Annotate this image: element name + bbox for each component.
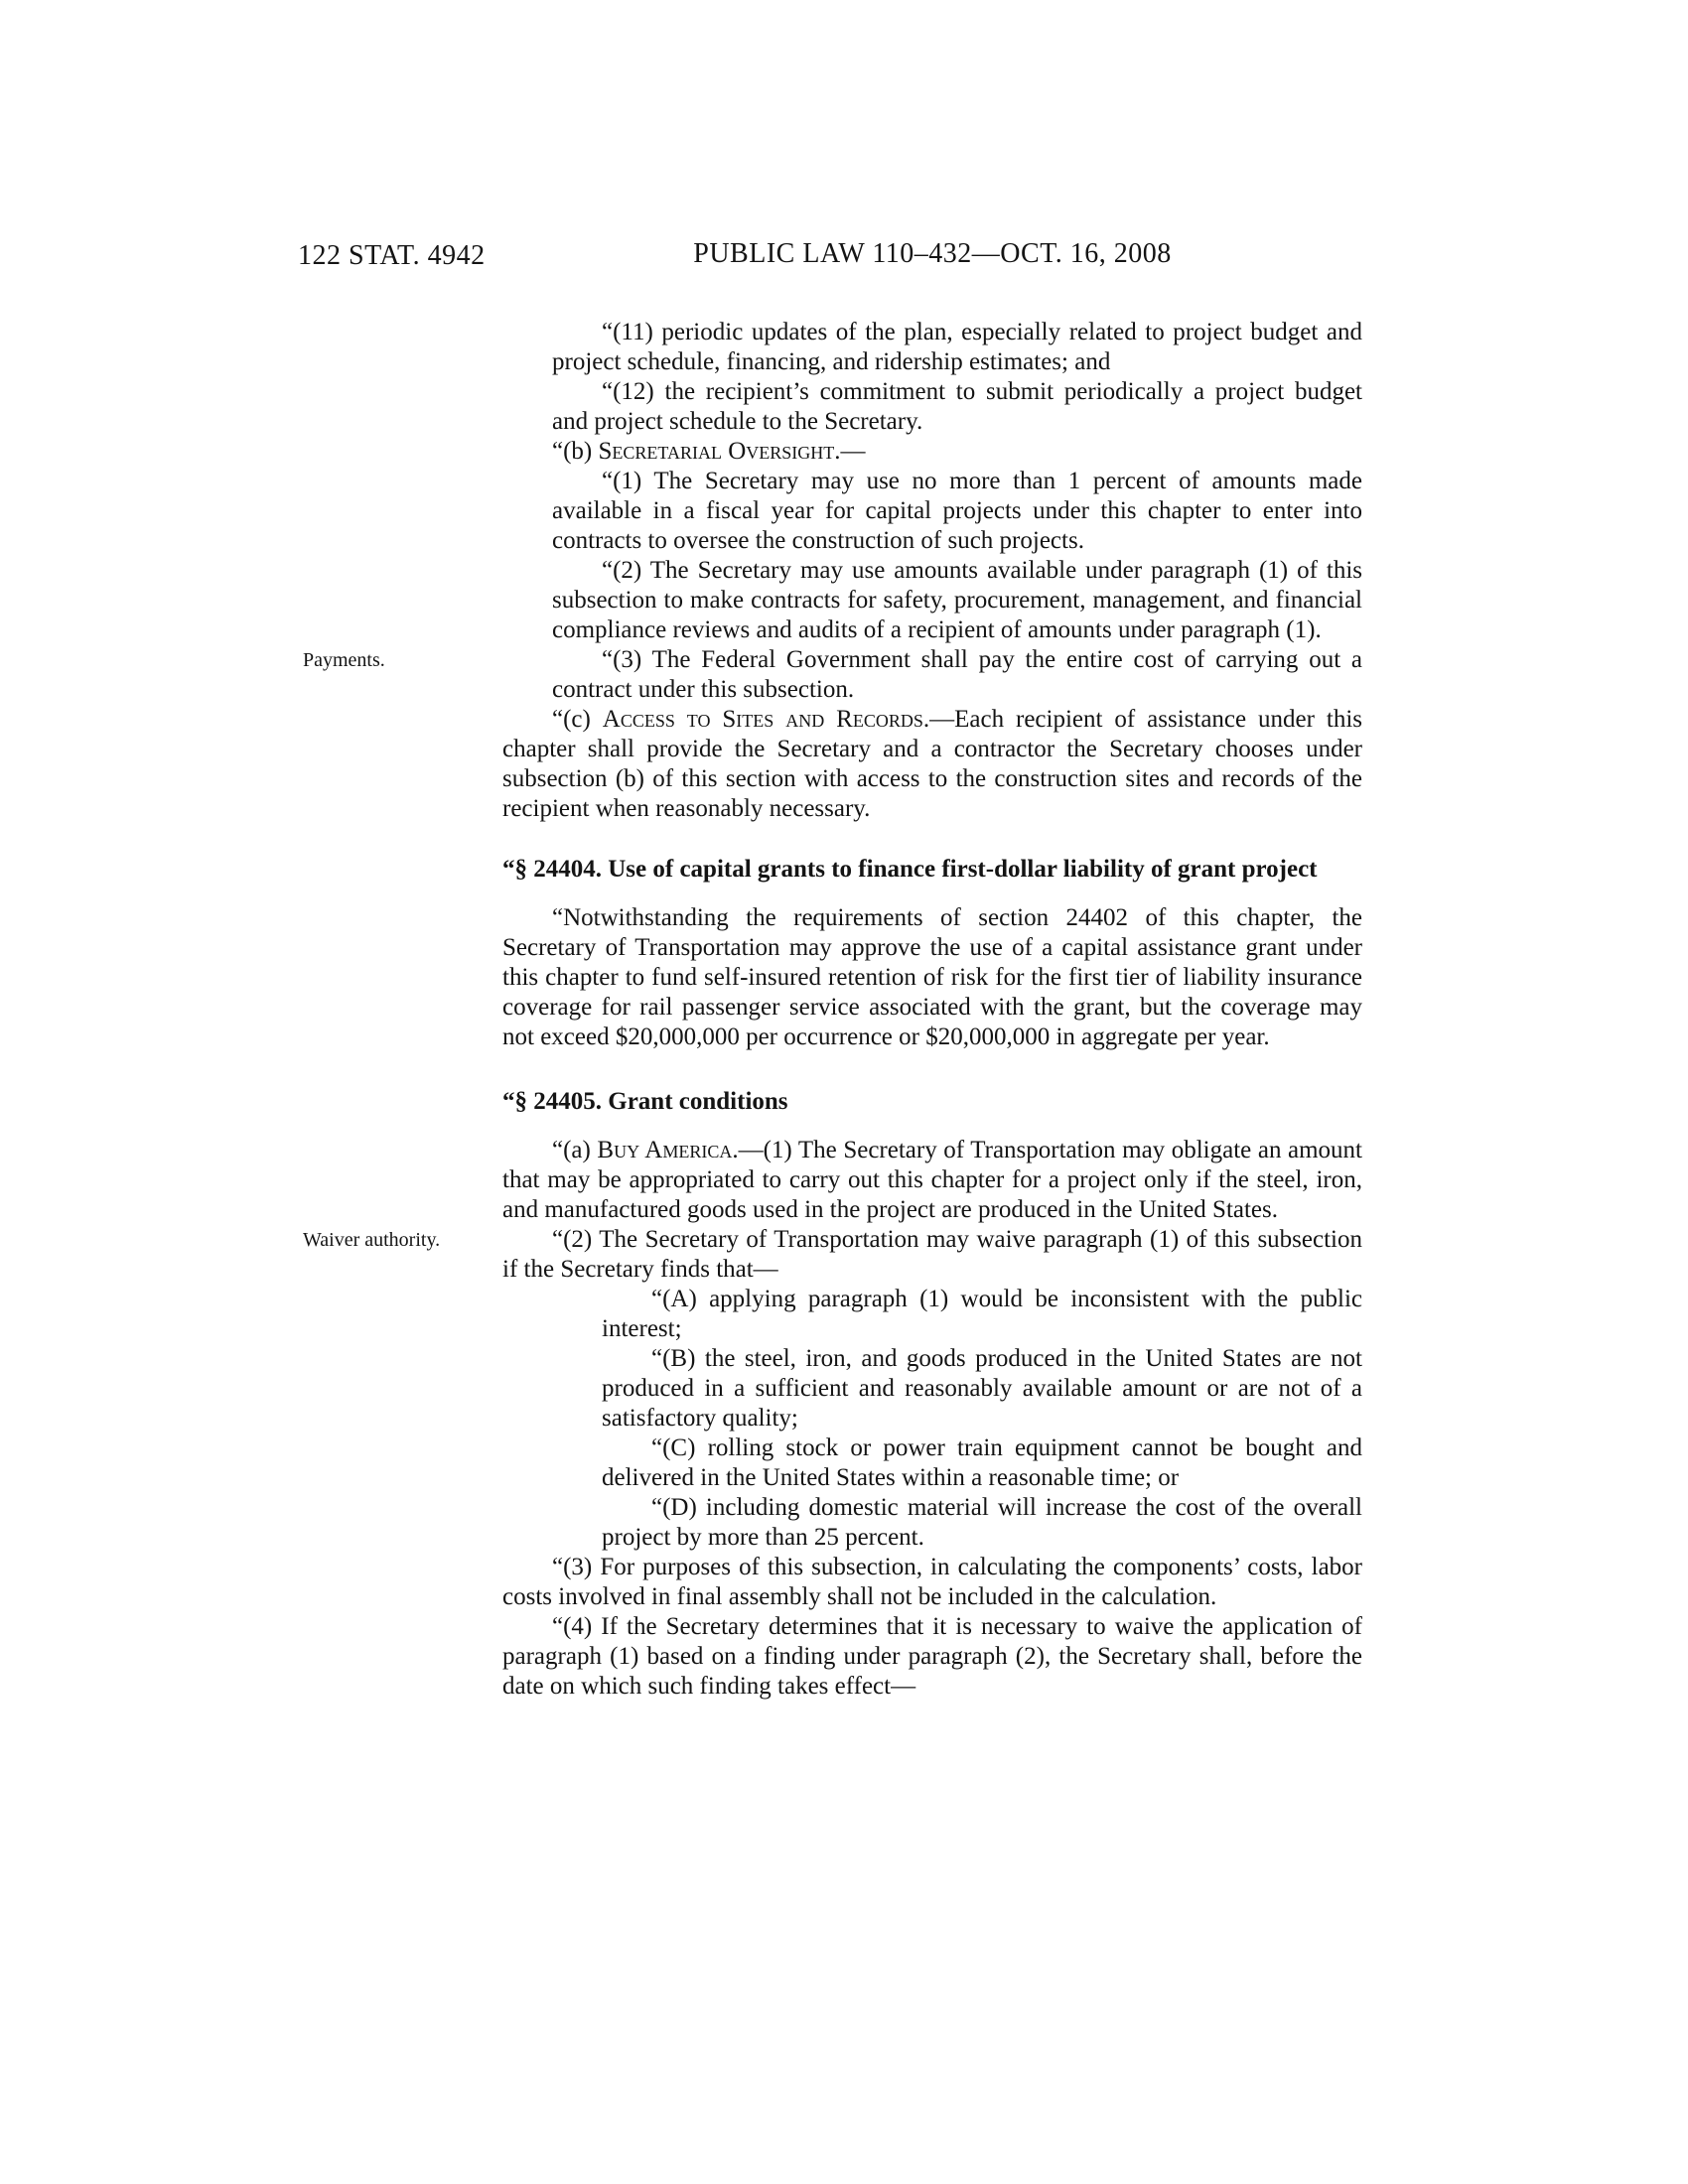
- law-title-header: PUBLIC LAW 110–432—OCT. 16, 2008: [693, 238, 1172, 269]
- section-24404-heading: [502, 854, 1362, 886]
- clause-b-3: [303, 645, 1362, 705]
- subsection-b-lead: [502, 437, 1362, 467]
- clause-a-3: [502, 1553, 1362, 1612]
- text-run: .—: [834, 438, 866, 465]
- clause-a-4: [502, 1612, 1362, 1702]
- text-run: “(4) If the Secretary determines that it is necessary to waive the application of paragraph (1) based on a finding under paragraph (2), the Secretary shall, before the date on which such finding takes effect—: [502, 1613, 1362, 1700]
- heading-text: “§ 24405. Grant conditions: [502, 1088, 788, 1115]
- clause-a-2: [303, 1225, 1362, 1285]
- text-run: “(a): [552, 1137, 598, 1163]
- subsection-c: [502, 705, 1362, 824]
- text-run: “(B) the steel, iron, and goods produced in the United States are not produced in a sufficient and reasonably available amount or are not of a satisfactory quality;: [602, 1345, 1362, 1432]
- text-run: “(12) the recipient’s commitment to submit periodically a project budget and project schedule to the Secretary.: [552, 378, 1362, 435]
- text-run: “(11) periodic updates of the plan, especially related to project budget and project schedule, financing, and ridership estimates; and: [552, 319, 1362, 375]
- clause-b-1: [552, 467, 1362, 556]
- text-run: “(b): [552, 438, 599, 465]
- text-run: “(3) For purposes of this subsection, in calculating the components’ costs, labor costs involved in final assembly shall not be included in the calculation.: [502, 1554, 1362, 1610]
- text-run: “(2) The Secretary of Transportation may waive paragraph (1) of this subsection if the Secretary finds that—: [502, 1226, 1362, 1283]
- text-run: “Notwithstanding the requirements of section 24402 of this chapter, the Secretary of Transportation may approve the use of a capital assistance grant under this chapter to fund self-insured retention of risk for the first tier of liability insurance coverage for rail passenger service associated with the grant, but the coverage may not exceed $20,000,000 per occurrence or $20,000,000 in aggregate per year.: [502, 904, 1362, 1050]
- subclause-B: [602, 1344, 1362, 1433]
- subclause-D: [602, 1493, 1362, 1553]
- clause-12: [552, 377, 1362, 437]
- statute-page-number: 122 STAT. 4942: [298, 240, 486, 271]
- small-caps-run: Buy America: [597, 1137, 733, 1163]
- text-run: “(3) The Federal Government shall pay the entire cost of carrying out a contract under this subsection.: [552, 646, 1362, 703]
- small-caps-run: Secretarial Oversight: [598, 438, 835, 465]
- text-run: “(2) The Secretary may use amounts available under paragraph (1) of this subsection to make contracts for safety, procurement, management, and financial compliance reviews and audits of a recipient of amounts under paragraph (1).: [552, 557, 1362, 643]
- subclause-C: [602, 1433, 1362, 1493]
- text-run: “(1) The Secretary may use no more than 1 percent of amounts made available in a fiscal year for capital projects under this chapter to enter into contracts to oversee the construction of such projects.: [552, 468, 1362, 554]
- small-caps-run: Access to Sites and Records: [602, 706, 923, 733]
- clause-11: [552, 318, 1362, 377]
- text-run: “(C) rolling stock or power train equipment cannot be bought and delivered in the United States within a reasonable time; or: [602, 1434, 1362, 1491]
- subclause-A: [602, 1285, 1362, 1344]
- text-run: “(D) including domestic material will increase the cost of the overall project by more than 25 percent.: [602, 1494, 1362, 1551]
- clause-b-2: [552, 556, 1362, 645]
- margin-note-waiver-authority: Waiver authority.: [303, 1229, 441, 1251]
- heading-text: “§ 24404. Use of capital grants to finance first-dollar liability of grant project: [502, 856, 1318, 883]
- statute-text-column: [303, 318, 1363, 1702]
- text-run: .—Each recipient of assistance under this chapter shall provide the Secretary and a contractor the Secretary chooses under subsection (b) of this section with access to the construction sites and records of the recipient when reasonably necessary.: [502, 706, 1363, 822]
- text-run: “(A) applying paragraph (1) would be inconsistent with the public interest;: [602, 1286, 1362, 1342]
- section-24405-heading: [502, 1086, 1362, 1118]
- text-run: “(c): [552, 706, 603, 733]
- subsection-a: [502, 1136, 1362, 1225]
- margin-note-payments: Payments.: [303, 649, 385, 671]
- text-run: .—(1) The Secretary of Transportation may obligate an amount that may be appropriated to carry out this chapter for a project only if the steel, iron, and manufactured goods used in the project are produced in the United States.: [502, 1137, 1363, 1223]
- section-24404-text: [502, 903, 1362, 1052]
